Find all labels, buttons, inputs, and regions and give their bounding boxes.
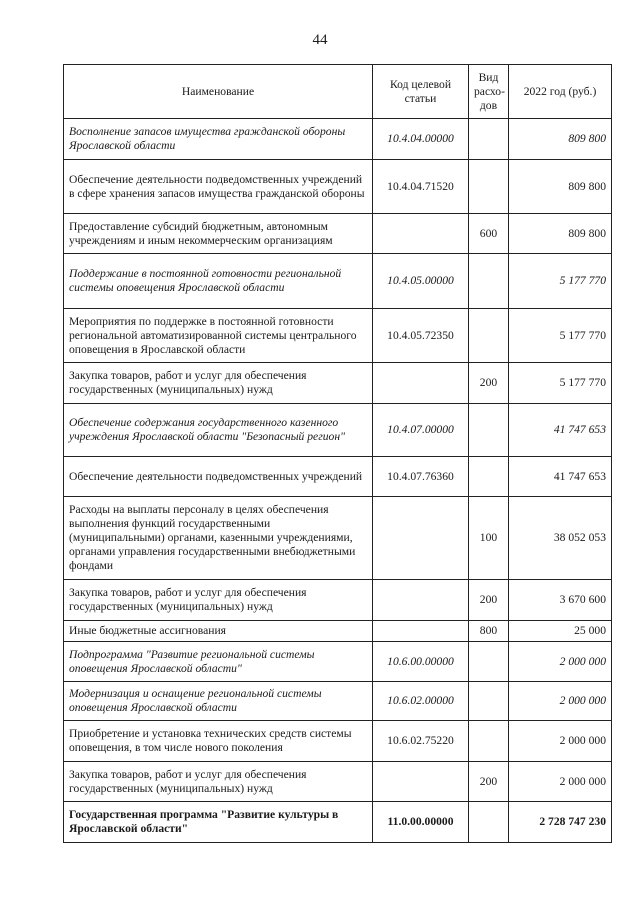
row-name-cell: Обеспечение содержания государственного казенного учреждения Ярославской области "Безопасный регион" <box>64 404 373 457</box>
row-code-cell <box>373 497 469 580</box>
row-name-cell: Приобретение и установка технических средств системы оповещения, в том числе нового поколения <box>64 721 373 762</box>
table-row <box>64 214 612 254</box>
row-name-cell: Государственная программа "Развитие культуры в Ярославской области" <box>64 802 373 843</box>
row-amount-cell: 2 000 000 <box>509 642 612 682</box>
table-row <box>64 254 612 309</box>
row-code-cell <box>373 214 469 254</box>
row-amount-cell: 25 000 <box>509 621 612 642</box>
row-vid-cell: 100 <box>469 497 509 580</box>
row-amount-cell: 809 800 <box>509 160 612 214</box>
table-row <box>64 363 612 404</box>
row-code-cell <box>373 580 469 621</box>
row-vid-cell: 200 <box>469 363 509 404</box>
row-vid-cell <box>469 457 509 497</box>
page-number: 44 <box>312 32 328 48</box>
row-code-cell: 10.6.02.75220 <box>373 721 469 762</box>
row-code-cell: 10.4.07.00000 <box>373 404 469 457</box>
row-vid-cell <box>469 119 509 160</box>
row-code-cell: 11.0.00.00000 <box>373 802 469 843</box>
row-vid-cell: 600 <box>469 214 509 254</box>
row-vid-cell <box>469 642 509 682</box>
table-row <box>64 580 612 621</box>
row-amount-cell: 2 000 000 <box>509 682 612 721</box>
row-amount-cell: 5 177 770 <box>509 363 612 404</box>
row-amount-cell: 2 728 747 230 <box>509 802 612 843</box>
row-vid-cell <box>469 254 509 309</box>
row-name-cell: Поддержание в постоянной готовности региональной системы оповещения Ярославской области <box>64 254 373 309</box>
header-code: Код целевой статьи <box>373 65 469 119</box>
table-row <box>64 457 612 497</box>
table-row <box>64 802 612 843</box>
row-code-cell <box>373 762 469 802</box>
row-name-cell: Мероприятия по поддержке в постоянной готовности региональной автоматизированной системы центрального оповещения в Ярославской области <box>64 309 373 363</box>
row-code-cell: 10.6.00.00000 <box>373 642 469 682</box>
row-amount-cell: 41 747 653 <box>509 457 612 497</box>
row-name-cell: Предоставление субсидий бюджетным, автономным учреждениям и иным некоммерческим организациям <box>64 214 373 254</box>
row-name-cell: Восполнение запасов имущества гражданской обороны Ярославской области <box>64 119 373 160</box>
row-vid-cell: 800 <box>469 621 509 642</box>
row-vid-cell <box>469 404 509 457</box>
row-name-cell: Закупка товаров, работ и услуг для обеспечения государственных (муниципальных) нужд <box>64 580 373 621</box>
row-vid-cell <box>469 682 509 721</box>
row-name-cell: Обеспечение деятельности подведомственных учреждений в сфере хранения запасов имущества гражданской обороны <box>64 160 373 214</box>
row-amount-cell: 5 177 770 <box>509 309 612 363</box>
table-row <box>64 309 612 363</box>
table-row <box>64 642 612 682</box>
row-amount-cell: 809 800 <box>509 119 612 160</box>
row-code-cell: 10.6.02.00000 <box>373 682 469 721</box>
row-vid-cell <box>469 802 509 843</box>
row-code-cell: 10.4.04.71520 <box>373 160 469 214</box>
row-vid-cell <box>469 309 509 363</box>
row-code-cell: 10.4.05.00000 <box>373 254 469 309</box>
row-code-cell <box>373 621 469 642</box>
row-name-cell: Модернизация и оснащение региональной системы оповещения Ярославской области <box>64 682 373 721</box>
row-name-cell: Иные бюджетные ассигнования <box>64 621 373 642</box>
row-vid-cell: 200 <box>469 580 509 621</box>
row-amount-cell: 2 000 000 <box>509 762 612 802</box>
table-row <box>64 497 612 580</box>
table-row <box>64 682 612 721</box>
header-name: Наименование <box>64 65 373 119</box>
table-row <box>64 762 612 802</box>
row-amount-cell: 41 747 653 <box>509 404 612 457</box>
row-name-cell: Обеспечение деятельности подведомственных учреждений <box>64 457 373 497</box>
row-vid-cell <box>469 160 509 214</box>
table-row <box>64 404 612 457</box>
row-amount-cell: 38 052 053 <box>509 497 612 580</box>
table-row <box>64 621 612 642</box>
table-header-row <box>64 65 612 119</box>
row-amount-cell: 5 177 770 <box>509 254 612 309</box>
row-vid-cell <box>469 721 509 762</box>
row-amount-cell: 3 670 600 <box>509 580 612 621</box>
budget-table <box>63 64 612 843</box>
table-row <box>64 721 612 762</box>
row-name-cell: Закупка товаров, работ и услуг для обеспечения государственных (муниципальных) нужд <box>64 762 373 802</box>
row-code-cell: 10.4.07.76360 <box>373 457 469 497</box>
row-name-cell: Закупка товаров, работ и услуг для обеспечения государственных (муниципальных) нужд <box>64 363 373 404</box>
row-code-cell: 10.4.04.00000 <box>373 119 469 160</box>
row-vid-cell: 200 <box>469 762 509 802</box>
table-row <box>64 119 612 160</box>
row-code-cell: 10.4.05.72350 <box>373 309 469 363</box>
row-code-cell <box>373 363 469 404</box>
row-name-cell: Подпрограмма "Развитие региональной системы оповещения Ярославской области" <box>64 642 373 682</box>
table-row <box>64 160 612 214</box>
header-vid: Вид расхо-дов <box>469 65 509 119</box>
table-body <box>64 119 612 843</box>
header-amount: 2022 год (руб.) <box>509 65 612 119</box>
row-name-cell: Расходы на выплаты персоналу в целях обеспечения выполнения функций государственными (муниципальными) органами, казенными учреждениями, органами управления государственными внебюджетными фондами <box>64 497 373 580</box>
row-amount-cell: 2 000 000 <box>509 721 612 762</box>
row-amount-cell: 809 800 <box>509 214 612 254</box>
